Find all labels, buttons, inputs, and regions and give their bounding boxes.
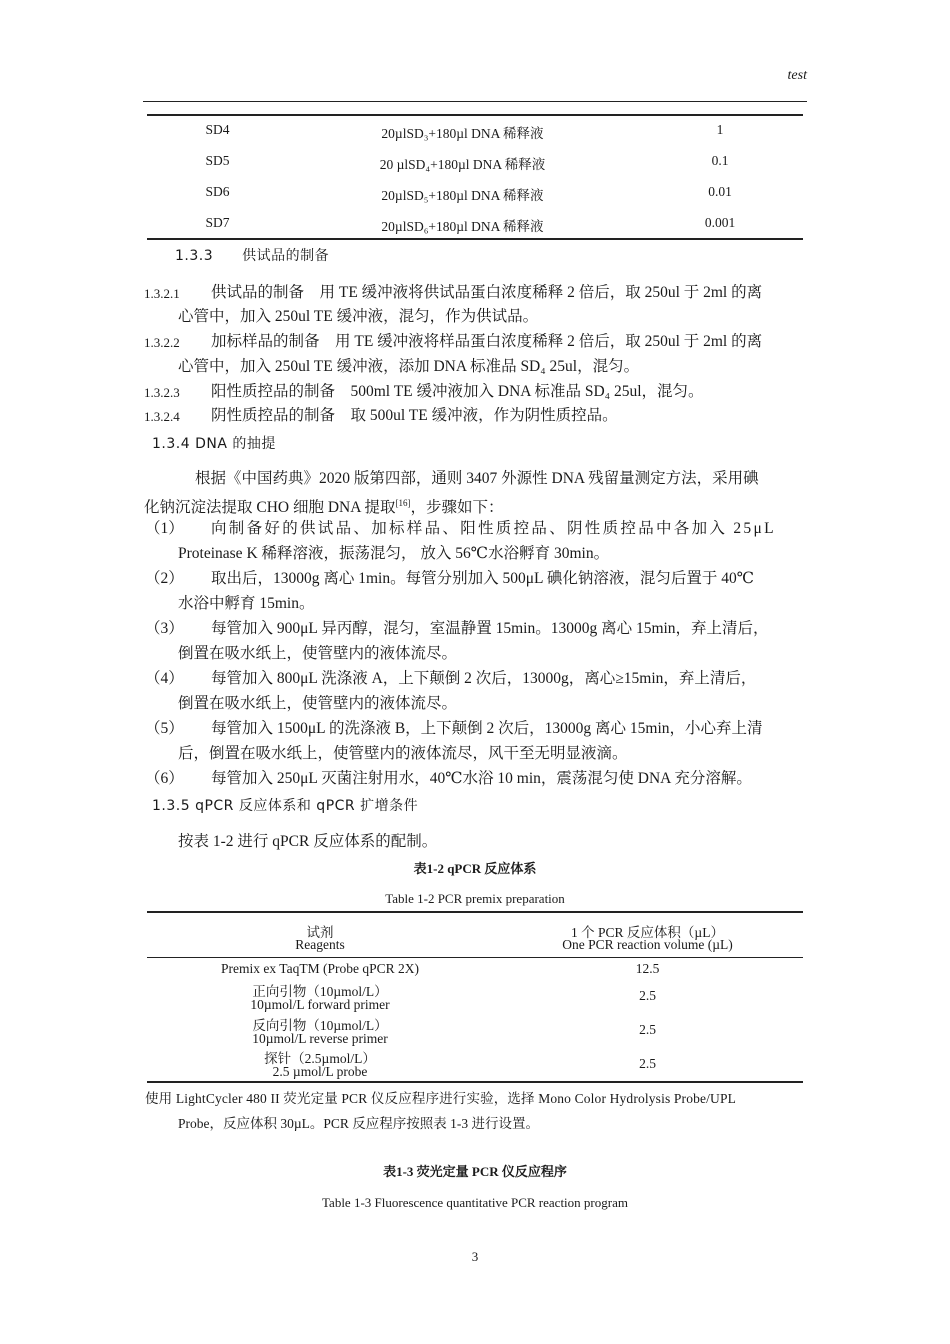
step-number: （6）: [145, 770, 184, 787]
table-cell-reagent: Premix ex TaqTM (Probe qPCR 2X): [221, 961, 419, 976]
table-cell-prep: 20µlSD₆+180µl DNA 稀释液: [381, 219, 544, 234]
step-text-cont: 水浴中孵育 15min。: [178, 595, 315, 612]
step-number: （4）: [145, 670, 184, 687]
table-header-rule: [147, 957, 803, 958]
table-header-volume-en: One PCR reaction volume (µL): [562, 937, 733, 952]
table-cell-volume: 2.5: [639, 1022, 656, 1037]
page-number: 3: [471, 1249, 479, 1264]
table-cell-volume: 2.5: [639, 1056, 656, 1071]
table-cell-reagent: 正向引物（10µmol/L）: [252, 984, 388, 999]
step-text-cont: 倒置在吸水纸上，使管壁内的液体流尽。: [178, 645, 458, 662]
list-item-number: 1.3.2.3: [144, 385, 180, 400]
table-cell-prep: 20µlSD₃+180µl DNA 稀释液: [381, 126, 544, 141]
table-caption-cn: 表1-3 荧光定量 PCR 仪反应程序: [383, 1164, 567, 1179]
step-number: （1）: [145, 520, 184, 537]
list-item-text: 供试品的制备 用 TE 缓冲液将供试品蛋白浓度稀释 2 倍后，取 250ul 于 2ml 的离: [211, 284, 763, 301]
step-text: 每管加入 250μL 灭菌注射用水，40℃水浴 10 min，震荡混匀使 DNA 充分溶解。: [211, 770, 752, 787]
table-header-volume-cn: 1 个 PCR 反应体积（µL）: [571, 925, 724, 940]
table-cell-reagent-en: 2.5 µmol/L probe: [272, 1064, 368, 1079]
table-caption-en: Table 1-2 PCR premix preparation: [385, 891, 565, 906]
table-top-rule: [147, 911, 803, 913]
citation-ref: [16]: [395, 498, 411, 508]
step-text-cont: 后，倒置在吸水纸上，使管壁内的液体流尽，风干至无明显液滴。: [178, 745, 628, 762]
table-cell-name: SD4: [205, 122, 230, 137]
table-cell-name: SD7: [205, 215, 230, 230]
section-heading-1-3-3: 1.3.3 供试品的制备: [175, 248, 330, 264]
list-item-text: 阴性质控品的制备 取 500ul TE 缓冲液，作为阴性质控品。: [211, 407, 618, 424]
table-top-rule: [147, 114, 803, 116]
table-header-reagent-cn: 试剂: [306, 925, 334, 940]
paragraph-text: ，步骤如下：: [410, 499, 504, 517]
step-text: 每管加入 1500μL 的洗涤液 B，上下颠倒 2 次后，13000g 离心 15min，小心弃上清: [211, 720, 763, 737]
table-cell-conc: 1: [716, 122, 724, 137]
step-text-cont: Proteinase K 稀释溶液，振荡混匀， 放入 56℃水浴孵育 30min。: [178, 545, 610, 562]
list-item-text-cont: 心管中，加入 250ul TE 缓冲液，添加 DNA 标准品 SD₄ 25ul，混匀。: [178, 358, 640, 375]
step-text: 每管加入 800μL 洗涤液 A，上下颠倒 2 次后，13000g，离心≥15min，弃上清后，: [211, 670, 757, 687]
header-rule: [143, 101, 807, 102]
table-bottom-rule: [147, 1081, 803, 1083]
table-cell-name: SD5: [205, 153, 230, 168]
step-number: （5）: [145, 720, 184, 737]
section-heading-1-3-4: 1.3.4 DNA 的抽提: [152, 436, 276, 452]
section-heading-1-3-5: 1.3.5 qPCR 反应体系和 qPCR 扩增条件: [152, 798, 419, 814]
table-caption-cn: 表1-2 qPCR 反应体系: [413, 861, 537, 876]
step-text: 每管加入 900μL 异丙醇，混匀，室温静置 15min。13000g 离心 15min，弃上清后，: [211, 620, 769, 637]
running-header: test: [787, 68, 807, 83]
step-number: （2）: [145, 570, 184, 587]
step-text: 向制备好的供试品、加标样品、阳性质控品、阴性质控品中各加入 25μL: [211, 520, 776, 537]
table-cell-name: SD6: [205, 184, 230, 199]
step-number: （3）: [145, 620, 184, 637]
paragraph-line: 使用 LightCycler 480 II 荧光定量 PCR 仪反应程序进行实验，选择 Mono Color Hydrolysis Probe/UPL: [145, 1091, 736, 1106]
table-bottom-rule: [147, 238, 803, 240]
paragraph-line: Probe，反应体积 30µL。PCR 反应程序按照表 1-3 进行设置。: [178, 1116, 540, 1131]
step-text: 取出后，13000g 离心 1min。每管分别加入 500μL 碘化钠溶液，混匀后置于 40℃: [211, 570, 755, 587]
table-cell-prep: 20µlSD₅+180µl DNA 稀释液: [381, 188, 544, 203]
table-cell-volume: 12.5: [635, 961, 660, 976]
list-item-number: 1.3.2.4: [144, 409, 180, 424]
list-item-number: 1.3.2.1: [144, 286, 180, 301]
table-header-reagent-en: Reagents: [295, 937, 345, 952]
table-cell-reagent-en: 10µmol/L forward primer: [250, 997, 390, 1012]
table-cell-conc: 0.001: [704, 215, 736, 230]
table-caption-en: Table 1-3 Fluorescence quantitative PCR reaction program: [322, 1195, 628, 1210]
table-cell-prep: 20 µlSD₄+180µl DNA 稀释液: [379, 157, 546, 172]
paragraph-line: 根据《中国药典》2020 版第四部，通则 3407 外源性 DNA 残留量测定方法，采用碘: [195, 470, 759, 487]
table-cell-reagent: 探针（2.5µmol/L）: [264, 1051, 376, 1066]
paragraph-line: 按表 1-2 进行 qPCR 反应体系的配制。: [178, 833, 438, 850]
list-item-number: 1.3.2.2: [144, 335, 180, 350]
step-text-cont: 倒置在吸水纸上，使管壁内的液体流尽。: [178, 695, 458, 712]
list-item-text: 加标样品的制备 用 TE 缓冲液将样品蛋白浓度稀释 2 倍后，取 250ul 于 2ml 的离: [211, 333, 763, 350]
table-cell-reagent: 反向引物（10µmol/L）: [252, 1018, 388, 1033]
paragraph-text: 化钠沉淀法提取 CHO 细胞 DNA 提取: [144, 499, 396, 517]
table-cell-conc: 0.01: [708, 184, 732, 199]
list-item-text: 阳性质控品的制备 500ml TE 缓冲液加入 DNA 标准品 SD₄ 25ul，混匀。: [211, 383, 704, 400]
list-item-text-cont: 心管中，加入 250ul TE 缓冲液，混匀，作为供试品。: [178, 308, 539, 325]
table-cell-volume: 2.5: [639, 988, 656, 1003]
table-cell-reagent-en: 10µmol/L reverse primer: [252, 1031, 388, 1046]
table-cell-conc: 0.1: [711, 153, 729, 168]
